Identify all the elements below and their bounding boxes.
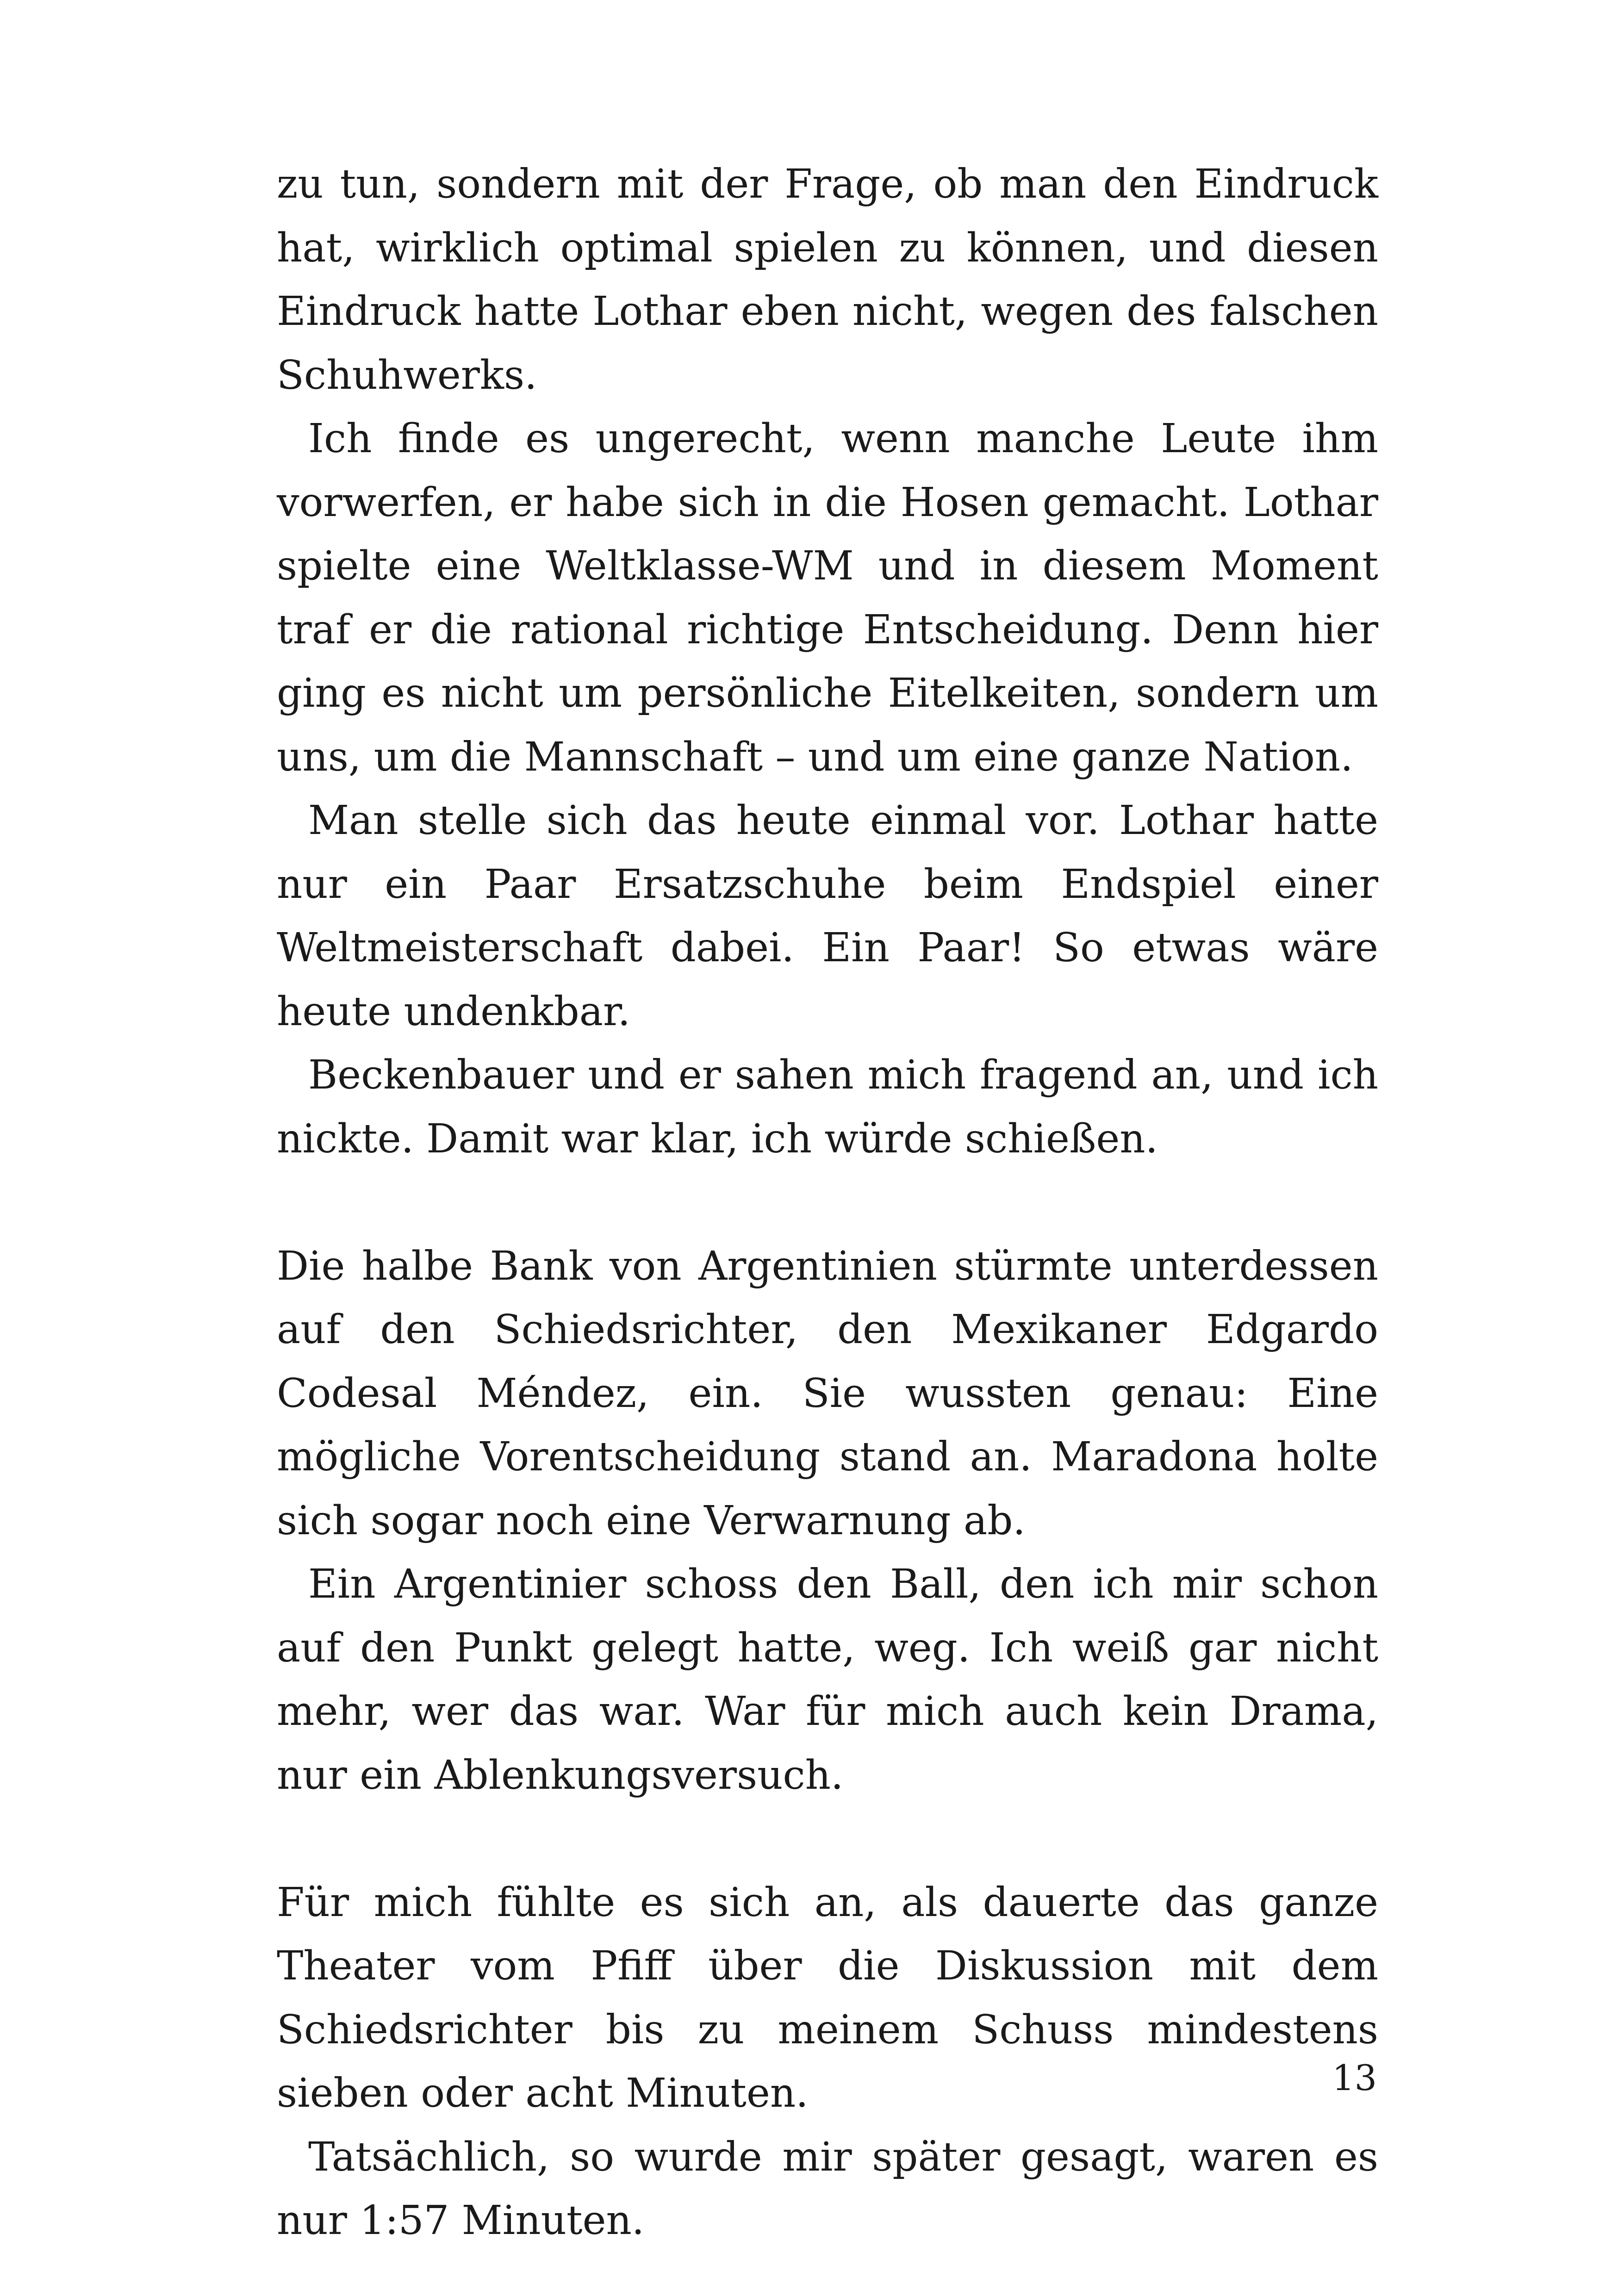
paragraph-5: Die halbe Bank von Argentinien stürmte unterdessen auf den Schiedsrichter, den Mexikaner Edgardo Codesal Méndez, ein. Sie wussten genau: Eine mögliche Vorentscheidung stand an. Maradona holte sich sogar noch eine Verwarnung ab.	[277, 1243, 1378, 1544]
paragraph-4: Beckenbauer und er sahen mich fragend an, und ich nickte. Damit war klar, ich würde schießen.	[277, 1052, 1378, 1162]
paragraph-1: zu tun, sondern mit der Frage, ob man den Eindruck hat, wirklich optimal spielen zu können, und diesen Eindruck hatte Lothar eben nicht, wegen des falschen Schuhwerks.	[277, 161, 1378, 398]
paragraph-7: Für mich fühlte es sich an, als dauerte das ganze Theater vom Pfiff über die Diskussion mit dem Schiedsrichter bis zu meinem Schuss mindestens sieben oder acht Minuten.	[277, 1879, 1378, 2116]
body-text	[277, 153, 1378, 2253]
paragraph-8: Tatsächlich, so wurde mir später gesagt, waren es nur 1:57 Minuten.	[277, 2134, 1378, 2244]
page-number: 13	[1332, 2057, 1377, 2098]
paragraph-3: Man stelle sich das heute einmal vor. Lothar hatte nur ein Paar Ersatzschuhe beim Endspiel einer Weltmeisterschaft dabei. Ein Paar! So etwas wäre heute undenkbar.	[277, 797, 1378, 1035]
paragraph-2: Ich finde es ungerecht, wenn manche Leute ihm vorwerfen, er habe sich in die Hosen gemacht. Lothar spielte eine Weltklasse-WM und in diesem Moment traf er die rational richtige Entscheidung. Denn hier ging es nicht um persönliche Eitelkeiten, sondern um uns, um die Mannschaft – und um eine ganze Nation.	[277, 416, 1378, 780]
paragraph-6: Ein Argentinier schoss den Ball, den ich mir schon auf den Punkt gelegt hatte, weg. Ich weiß gar nicht mehr, wer das war. War für mich auch kein Drama, nur ein Ablenkungsversuch.	[277, 1561, 1378, 1798]
